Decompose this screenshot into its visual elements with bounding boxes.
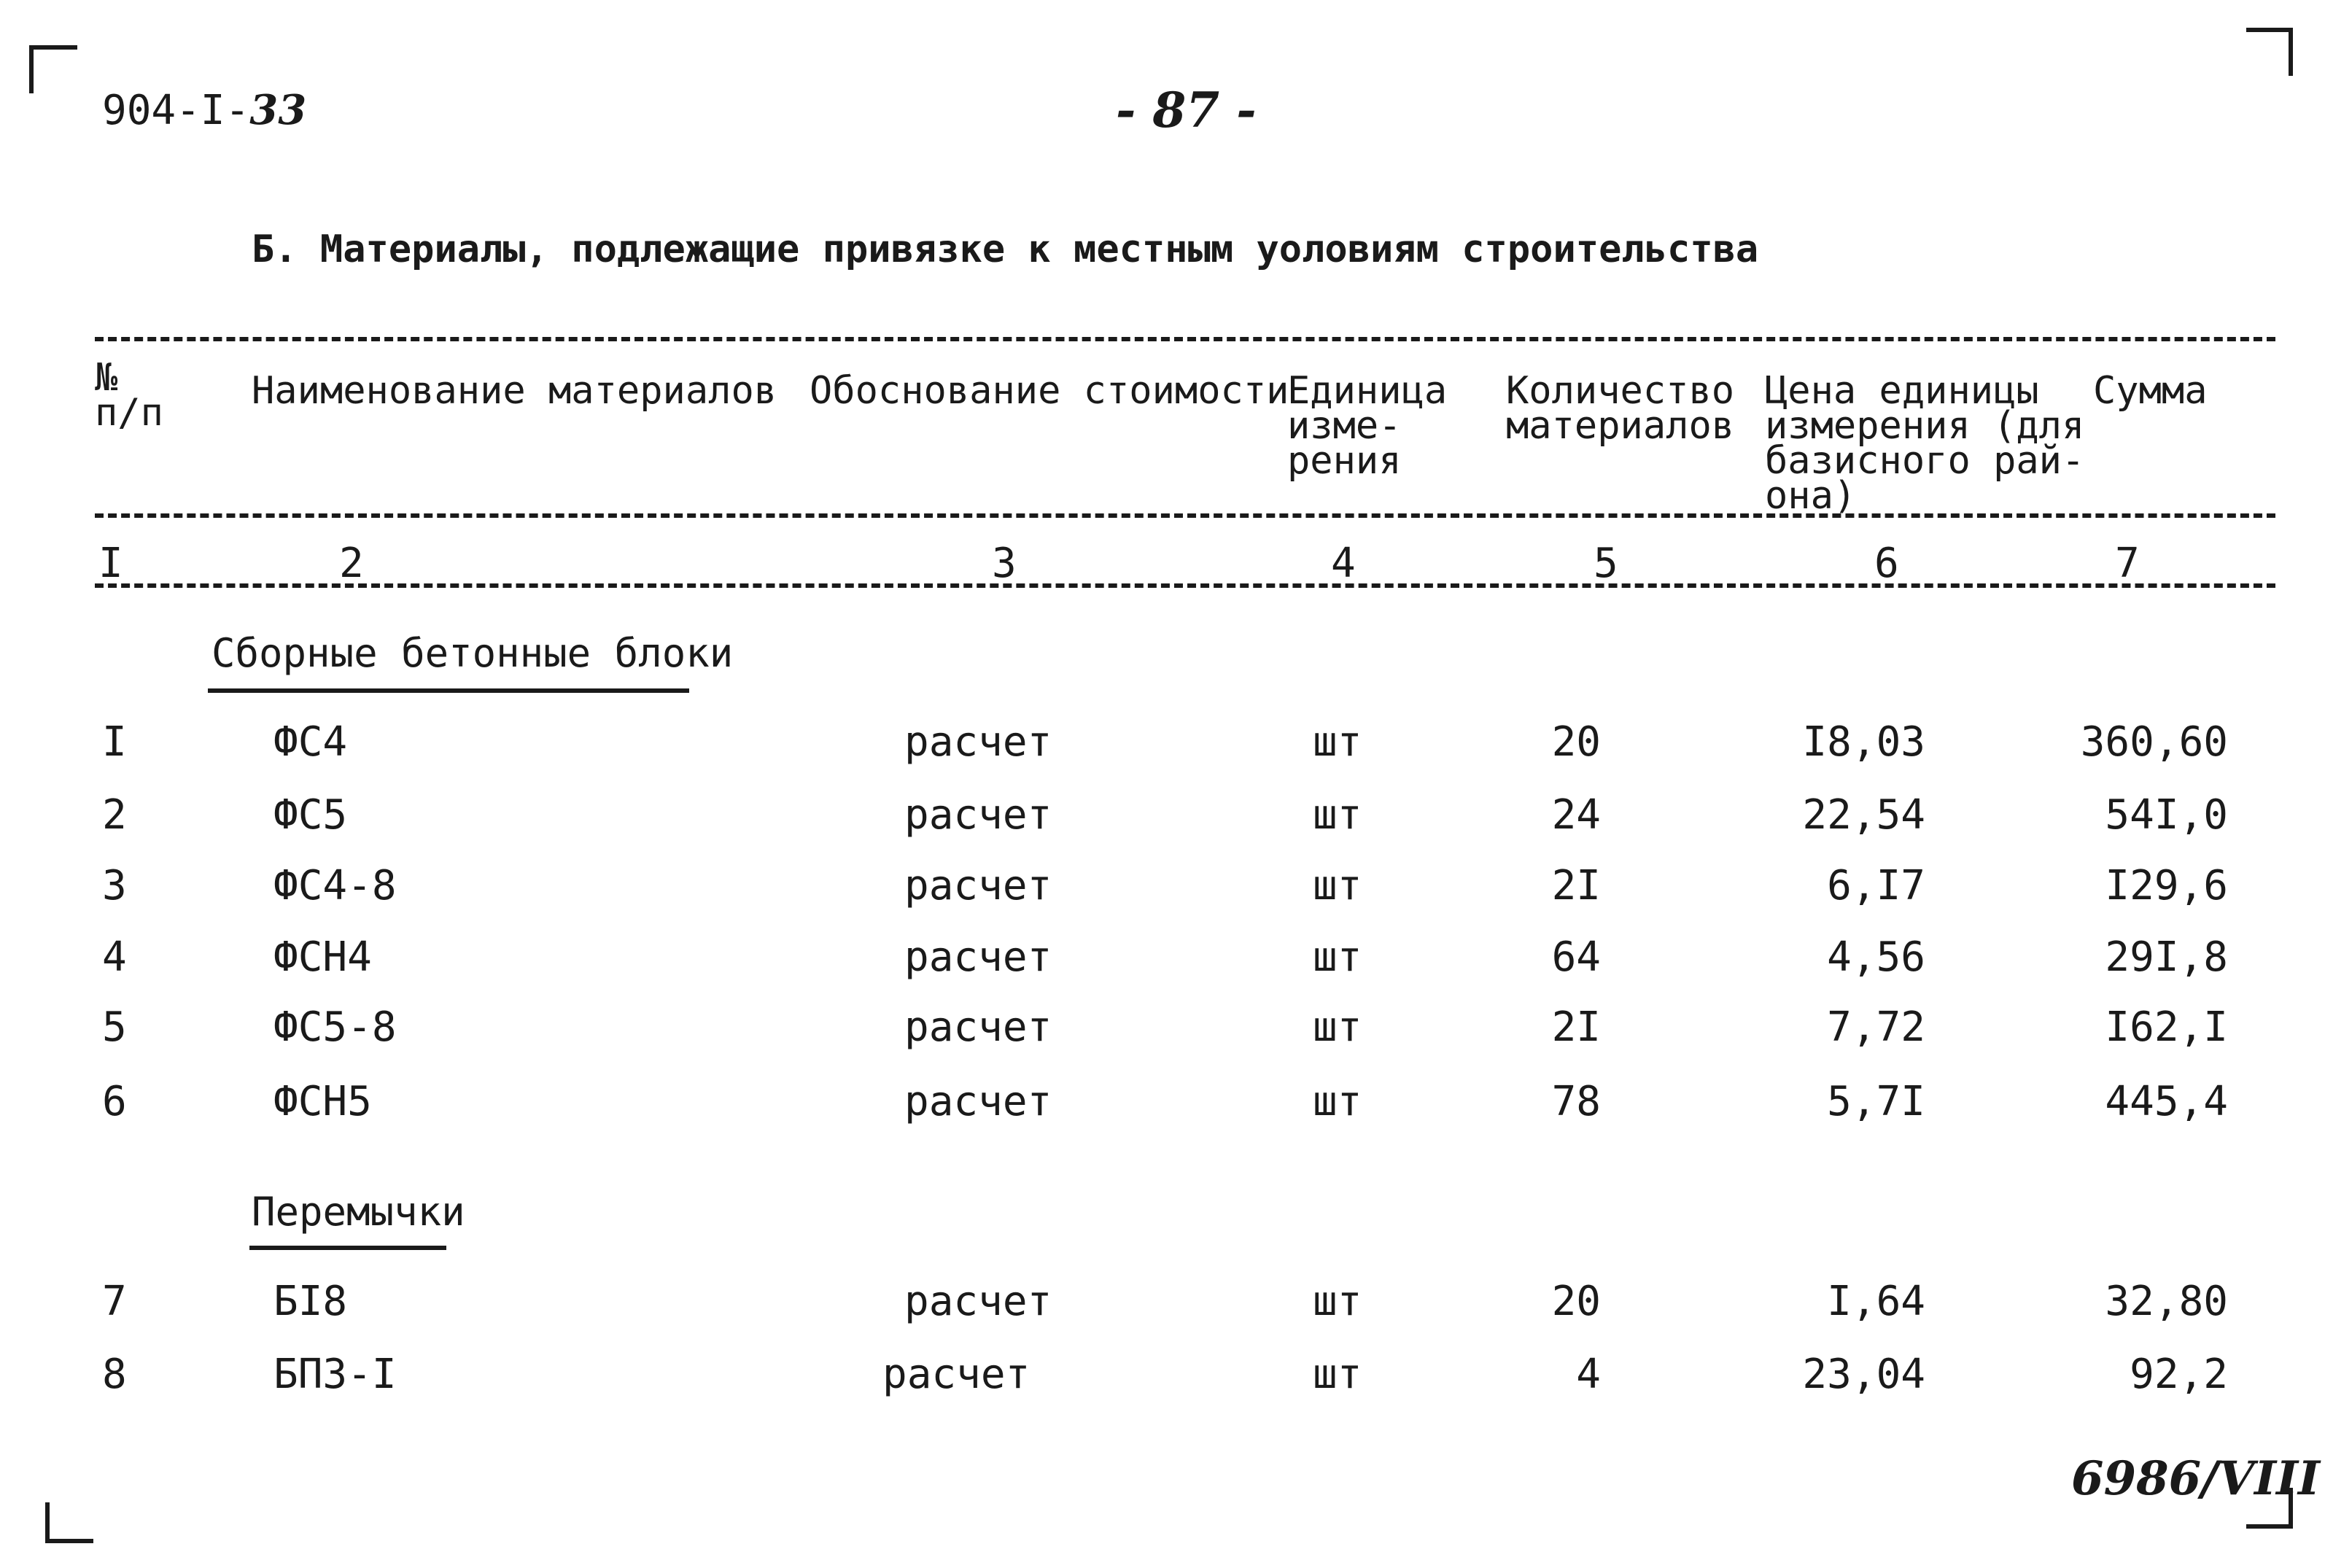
corner-mark-bottom-left bbox=[45, 1502, 93, 1543]
material-name: ФС5-8 bbox=[273, 1004, 397, 1051]
unit-price: 7,72 bbox=[1827, 1004, 1925, 1051]
cost-basis: расчет bbox=[904, 862, 1052, 909]
col-number-4: 4 bbox=[1331, 540, 1356, 587]
cost-basis: расчет bbox=[904, 718, 1052, 766]
unit-price: I,64 bbox=[1827, 1278, 1925, 1325]
cost-basis: расчет bbox=[904, 1078, 1052, 1125]
col-header-price: Цена единицы измерения (для базисного рай- она) bbox=[1765, 369, 2085, 518]
row-number: 5 bbox=[102, 1004, 127, 1051]
col-number-6: 6 bbox=[1874, 540, 1899, 587]
corner-mark-top-right bbox=[2246, 28, 2293, 76]
sum: 92,2 bbox=[2130, 1351, 2228, 1398]
unit-price: 6,I7 bbox=[1827, 862, 1925, 909]
row-number: 8 bbox=[102, 1351, 127, 1398]
unit: шт bbox=[1313, 718, 1362, 766]
cost-basis: расчет bbox=[904, 791, 1052, 839]
quantity: 64 bbox=[1551, 934, 1601, 981]
cost-basis: расчет bbox=[904, 1278, 1052, 1325]
sum: 445,4 bbox=[2105, 1078, 2228, 1125]
col-header-sum: Сумма bbox=[2093, 369, 2208, 413]
col-number-2: 2 bbox=[339, 540, 364, 587]
document-code-prefix: 904-I- bbox=[102, 87, 250, 134]
col-header-name: Наименование материалов bbox=[252, 369, 777, 413]
unit: шт bbox=[1313, 791, 1362, 839]
material-name: ФС4 bbox=[273, 718, 348, 766]
cost-basis: расчет bbox=[904, 934, 1052, 981]
row-number: I bbox=[102, 718, 127, 766]
cost-basis: расчет bbox=[882, 1351, 1030, 1398]
unit: шт bbox=[1313, 1004, 1362, 1051]
material-name: БПЗ-I bbox=[273, 1351, 397, 1398]
quantity: 24 bbox=[1551, 791, 1601, 839]
header-bottom-rule bbox=[95, 513, 2275, 518]
quantity: 20 bbox=[1551, 718, 1601, 766]
section-title-underline bbox=[249, 1246, 446, 1250]
section-title-underline bbox=[208, 688, 689, 693]
document-code-number: 33 bbox=[249, 86, 307, 134]
col-header-quantity: Количество материалов bbox=[1506, 369, 1735, 448]
unit: шт bbox=[1313, 1278, 1362, 1325]
sum: 32,80 bbox=[2105, 1278, 2228, 1325]
sum: I62,I bbox=[2105, 1004, 2228, 1051]
section-heading: Б. Материалы, подлежащие привязке к местным уоловиям строительства bbox=[252, 228, 1759, 271]
material-name: ФСН5 bbox=[273, 1078, 372, 1125]
material-name: ФСН4 bbox=[273, 934, 372, 981]
column-numbers-rule bbox=[95, 583, 2275, 588]
section-title-lintels: Перемычки bbox=[252, 1189, 465, 1235]
table-top-rule bbox=[95, 337, 2275, 341]
row-number: 6 bbox=[102, 1078, 127, 1125]
col-number-1: I bbox=[98, 540, 123, 587]
row-number: 4 bbox=[102, 934, 127, 981]
col-header-number: № п/п bbox=[95, 356, 163, 435]
unit: шт bbox=[1313, 862, 1362, 909]
unit: шт bbox=[1313, 1078, 1362, 1125]
sum: 360,60 bbox=[2080, 718, 2228, 766]
page-number: - 87 - bbox=[1116, 82, 1257, 139]
document-code bbox=[102, 86, 306, 134]
row-number: 7 bbox=[102, 1278, 127, 1325]
material-name: ФС5 bbox=[273, 791, 348, 839]
material-name: БI8 bbox=[273, 1278, 348, 1325]
unit: шт bbox=[1313, 1351, 1362, 1398]
sum: 29I,8 bbox=[2105, 934, 2228, 981]
corner-mark-top-left bbox=[29, 45, 77, 93]
cost-basis: расчет bbox=[904, 1004, 1052, 1051]
unit-price: 4,56 bbox=[1827, 934, 1925, 981]
col-number-3: 3 bbox=[992, 540, 1017, 587]
unit-price: 5,7I bbox=[1827, 1078, 1925, 1125]
col-number-5: 5 bbox=[1594, 540, 1618, 587]
archive-stamp: 6986/VIII bbox=[2071, 1451, 2320, 1506]
quantity: 4 bbox=[1576, 1351, 1601, 1398]
unit-price: I8,03 bbox=[1802, 718, 1925, 766]
section-title-concrete-blocks: Сборные бетонные блоки bbox=[211, 630, 734, 676]
sum: I29,6 bbox=[2105, 862, 2228, 909]
unit-price: 23,04 bbox=[1802, 1351, 1925, 1398]
unit-price: 22,54 bbox=[1802, 791, 1925, 839]
quantity: 78 bbox=[1551, 1078, 1601, 1125]
col-header-basis: Обоснование стоимости bbox=[810, 369, 1289, 413]
quantity: 2I bbox=[1551, 1004, 1601, 1051]
unit: шт bbox=[1313, 934, 1362, 981]
col-number-7: 7 bbox=[2115, 540, 2140, 587]
row-number: 2 bbox=[102, 791, 127, 839]
material-name: ФС4-8 bbox=[273, 862, 397, 909]
sum: 54I,0 bbox=[2105, 791, 2228, 839]
col-header-unit: Единица изме- рения bbox=[1287, 369, 1448, 483]
quantity: 20 bbox=[1551, 1278, 1601, 1325]
quantity: 2I bbox=[1551, 862, 1601, 909]
row-number: 3 bbox=[102, 862, 127, 909]
